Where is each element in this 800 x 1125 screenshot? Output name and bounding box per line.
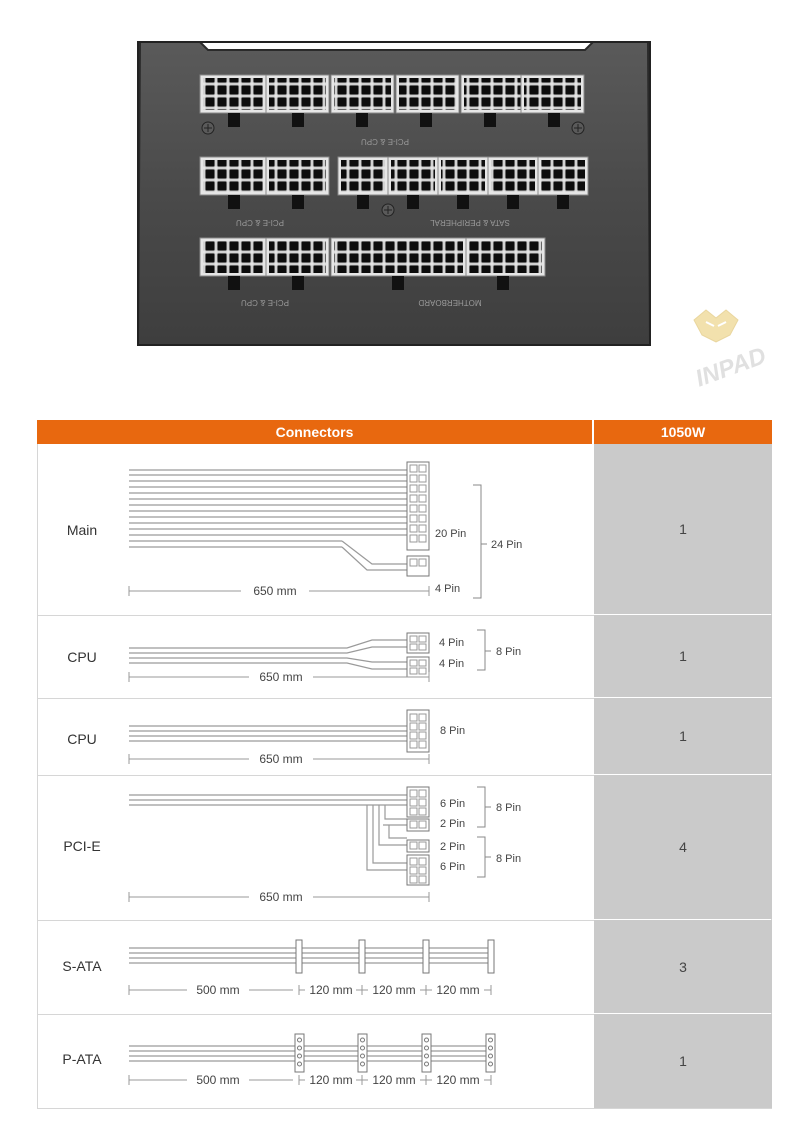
pin-label: 6 Pin — [440, 798, 466, 810]
cpu-4plus4-cable-diagram — [37, 615, 592, 698]
cable-length: 650 mm — [259, 670, 303, 684]
pcie-cable-diagram — [37, 775, 592, 920]
cable-length: 650 mm — [259, 890, 303, 904]
pata-cable-diagram — [37, 1014, 592, 1110]
connectors-column-header: Connectors — [37, 420, 592, 444]
total-pin-label: 8 Pin — [496, 646, 522, 658]
pin-label: 6 Pin — [440, 861, 466, 873]
count-cell: 1 — [594, 698, 772, 774]
cable-length: 650 mm — [259, 752, 303, 766]
table-row-main — [37, 444, 772, 616]
segment-length: 120 mm — [436, 1073, 480, 1087]
cpu-8pin-cable-diagram — [37, 698, 592, 775]
pin-label: 2 Pin — [440, 841, 466, 853]
panel-label-top: PCI-E & CPU — [360, 137, 410, 146]
cable-length: 500 mm — [196, 983, 240, 997]
table-row-pata — [37, 1014, 772, 1110]
pin-label: 2 Pin — [440, 818, 466, 830]
table-row-cpu-4plus4 — [37, 615, 772, 699]
total-pin-label: 8 Pin — [496, 802, 522, 814]
sata-cable-diagram — [37, 920, 592, 1014]
psu-modular-panel — [0, 0, 800, 400]
row-label: Main — [66, 522, 98, 538]
table-row-sata — [37, 920, 772, 1015]
panel-label-bottom-right: MOTHERBOARD — [418, 298, 482, 307]
row-label: P-ATA — [62, 1051, 102, 1067]
connector-spec-table — [37, 420, 772, 1110]
inpad-logo — [692, 310, 770, 393]
psu-panel-illustration — [0, 0, 800, 400]
count-cell: 1 — [594, 444, 772, 614]
segment-length: 120 mm — [372, 983, 416, 997]
panel-label-middle-right: SATA & PERIPHERAL — [430, 218, 510, 227]
segment-length: 120 mm — [309, 983, 353, 997]
segment-length: 120 mm — [309, 1073, 353, 1087]
total-pin-label: 8 Pin — [496, 853, 522, 865]
panel-label-bottom-left: PCI-E & CPU — [240, 298, 290, 307]
panel-label-middle-left: PCI-E & CPU — [235, 218, 285, 227]
cable-length: 650 mm — [253, 584, 297, 598]
model-column-header: 1050W — [594, 420, 772, 444]
table-row-pcie — [37, 775, 772, 921]
pin-label: 20 Pin — [435, 528, 467, 540]
row-label: PCI-E — [63, 838, 101, 854]
total-pin-label: 24 Pin — [491, 539, 523, 551]
row-label: S-ATA — [62, 958, 102, 974]
table-row-cpu-8pin — [37, 698, 772, 776]
pin-label: 4 Pin — [435, 583, 461, 595]
segment-length: 120 mm — [372, 1073, 416, 1087]
count-cell: 3 — [594, 920, 772, 1013]
row-label: CPU — [67, 731, 97, 747]
pin-label: 4 Pin — [439, 658, 465, 670]
watermark-text: INPAD — [691, 342, 770, 393]
row-label: CPU — [67, 649, 97, 665]
pin-label: 8 Pin — [440, 725, 466, 737]
count-cell: 4 — [594, 775, 772, 919]
main-cable-diagram — [37, 444, 592, 615]
count-cell: 1 — [594, 615, 772, 697]
segment-length: 120 mm — [436, 983, 480, 997]
cable-length: 500 mm — [196, 1073, 240, 1087]
pin-label: 4 Pin — [439, 637, 465, 649]
count-cell: 1 — [594, 1014, 772, 1108]
